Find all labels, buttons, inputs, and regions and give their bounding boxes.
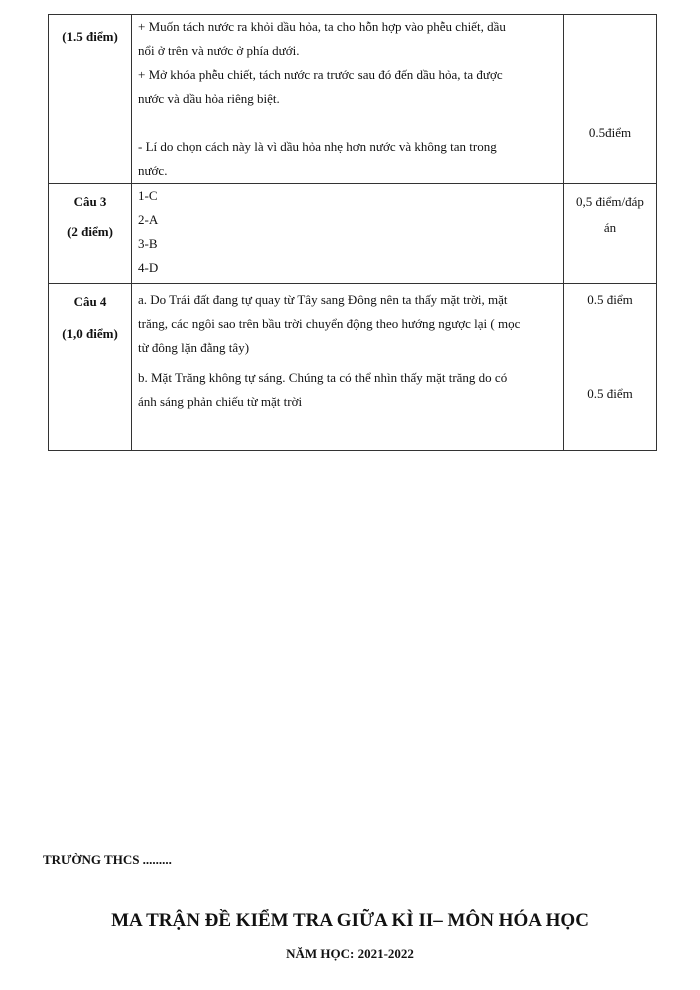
score-value: 0.5điểm xyxy=(588,125,632,140)
answer-content-cell xyxy=(132,184,564,284)
question-number: Câu 3 xyxy=(73,194,107,209)
answer-line: a. Do Trái đất đang tự quay từ Tây sang Đông nên ta thấy mặt trời, mặt xyxy=(138,292,508,307)
score-value: 0.5 điểm xyxy=(587,386,633,401)
question-points: (2 điểm) xyxy=(67,224,113,239)
question-points: (1,0 điểm) xyxy=(62,326,118,341)
score-cell xyxy=(564,184,657,284)
question-number: Câu 4 xyxy=(73,294,107,309)
answer-line: + Mở khóa phễu chiết, tách nước ra trước sau đó đến dầu hỏa, ta được xyxy=(138,67,503,82)
question-points: (1.5 điểm) xyxy=(62,29,118,44)
answer-content-cell xyxy=(132,284,564,451)
answer-line: 1-C xyxy=(138,188,158,203)
question-cell xyxy=(49,184,132,284)
score-value: 0,5 điểm/đáp xyxy=(576,194,644,209)
answer-line: nước và dầu hỏa riêng biệt. xyxy=(138,91,280,106)
page-title: MA TRẬN ĐỀ KIỂM TRA GIỮA KÌ II– MÔN HÓA HỌC xyxy=(111,910,589,931)
answer-line: nổi ở trên và nước ở phía dưới. xyxy=(138,43,300,58)
answer-line: 3-B xyxy=(138,236,158,251)
question-cell xyxy=(49,284,132,451)
answer-line: + Muốn tách nước ra khỏi dầu hỏa, ta cho hỗn hợp vào phễu chiết, dầu xyxy=(138,19,506,34)
score-cell xyxy=(564,284,657,451)
score-value: án xyxy=(603,220,617,235)
score-value: 0.5 điểm xyxy=(587,292,633,307)
answer-line: từ đông lặn đằng tây) xyxy=(138,340,250,355)
table-row xyxy=(49,184,657,284)
answer-line: 4-D xyxy=(138,260,159,275)
answer-content-cell xyxy=(132,15,564,184)
table-row xyxy=(49,15,657,184)
answer-line: b. Mặt Trăng không tự sáng. Chúng ta có thể nhìn thấy mặt trăng do có xyxy=(138,370,508,385)
school-name: TRƯỜNG THCS ......... xyxy=(43,852,172,867)
question-cell xyxy=(49,15,132,184)
answer-line: trăng, các ngôi sao trên bầu trời chuyển động theo hướng ngược lại ( mọc xyxy=(138,316,521,331)
answer-line: - Lí do chọn cách này là vì dầu hỏa nhẹ hơn nước và không tan trong xyxy=(138,139,497,154)
answer-line: 2-A xyxy=(138,212,159,227)
school-year: NĂM HỌC: 2021-2022 xyxy=(286,946,414,961)
answer-line: nước. xyxy=(138,163,168,178)
answer-table xyxy=(48,14,657,451)
table-row xyxy=(49,284,657,451)
answer-line: ánh sáng phản chiếu từ mặt trời xyxy=(138,394,303,409)
score-cell xyxy=(564,15,657,184)
